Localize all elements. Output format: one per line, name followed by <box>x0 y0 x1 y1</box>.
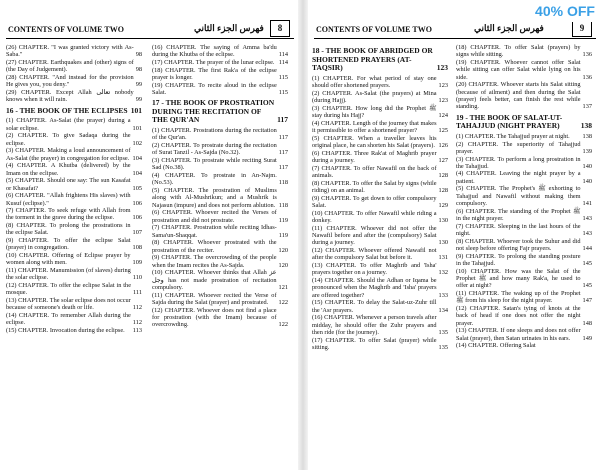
entry-text: (2) CHAPTER. The superiority of Tahajjud prayer. <box>456 140 581 155</box>
entry-text: (9) CHAPTER. To offer the eclipse Salat (prayer) in congregation. <box>6 237 131 252</box>
toc-entry <box>6 59 142 74</box>
section-heading <box>456 114 592 131</box>
toc-entry <box>152 44 288 59</box>
toc-entry <box>456 141 592 156</box>
page-ref: 147 <box>582 297 592 305</box>
discount-banner[interactable]: 40% OFF <box>530 0 600 22</box>
entry-text: (9) CHAPTER. The overcrowding of the people when the Imam recites the As-Sajda. <box>152 254 277 269</box>
page-ref: 118 <box>278 179 288 187</box>
toc-entry <box>6 312 142 327</box>
entry-text: (20) CHAPTER. Whoever starts his Salat sitting (because of ailment) and then during the Salat (prayer) feels better, can finish the rest while standing. <box>456 81 581 111</box>
entry-text: (6) CHAPTER. Three Rak'at of Maghrib prayer during a journey. <box>312 149 437 165</box>
toc-entry <box>456 156 592 171</box>
entry-text: (12) CHAPTER. Satan's tying of knots at the back of head if one does not offer the night prayer. <box>456 305 581 327</box>
page-ref: 119 <box>278 216 288 224</box>
toc-entry <box>6 44 142 59</box>
entry-text: (12) CHAPTER. Whoever offered Nawafil not after the compulsory Salat but before it. <box>312 246 437 262</box>
entry-text: (19) CHAPTER. Whoever cannot offer Salat while sitting can offer Salat while lying on his side. <box>456 58 581 81</box>
page-ref: 128 <box>438 172 448 180</box>
page-ref: 136 <box>582 51 592 59</box>
toc-entry <box>152 209 288 224</box>
toc-entry <box>312 165 448 180</box>
entry-text: (6) CHAPTER. The standing of the Prophet ﷺ in the night prayer. <box>456 207 581 223</box>
page-ref: 132 <box>438 269 448 277</box>
entry-text: (8) CHAPTER. To prolong the prostrations in the eclipse Salat. <box>6 222 131 237</box>
left-page-header <box>6 24 294 39</box>
toc-entry <box>312 120 448 135</box>
entry-text: (2) CHAPTER. As-Salat (the prayers) at Mina (during Hajj). <box>312 89 437 105</box>
page-ref: 139 <box>582 147 592 155</box>
page-ref: 113 <box>132 327 142 335</box>
entry-text: (7) CHAPTER. To offer Nawafil on the back of animals. <box>312 164 437 180</box>
page-ref: 110 <box>132 274 142 282</box>
toc-entry <box>456 208 592 223</box>
book-gutter <box>298 0 308 470</box>
right-page-header <box>314 24 596 39</box>
page-ref: 129 <box>438 202 448 209</box>
page-ref: 144 <box>582 245 592 253</box>
page-ref: 105 <box>132 184 142 192</box>
page-ref: 135 <box>438 328 448 336</box>
page-ref: 112 <box>132 304 142 312</box>
toc-entry <box>6 177 142 192</box>
entry-text: (15) CHAPTER. Invocation during the eclipse. <box>6 327 125 335</box>
toc-entry <box>312 314 448 336</box>
toc-entry <box>152 239 288 254</box>
entry-text: (27) CHAPTER. Earthquakes and (other) signs of (the Day of Judgement). <box>6 58 134 74</box>
entry-text: (4) CHAPTER. A Khutba (delivered) by the Imam on the eclipse. <box>6 162 131 177</box>
entry-text: (11) CHAPTER. Whoever recited the Verse of Sajda during the Salat (prayer) and prostrated. <box>152 291 277 306</box>
left-column-1 <box>6 44 142 335</box>
entry-text: (7) CHAPTER. Prostration while reciting Idhas-Sama'un-Shaqqat. <box>152 224 277 239</box>
page-ref: 122 <box>278 298 288 306</box>
toc-entry <box>312 75 448 90</box>
toc-entry <box>152 254 288 269</box>
toc-entry <box>6 207 142 222</box>
page-ref: 135 <box>438 343 448 351</box>
toc-entry <box>312 277 448 299</box>
toc-entry <box>456 59 592 81</box>
toc-entry <box>6 74 142 89</box>
page-ref: 133 <box>438 291 448 299</box>
right-header-title: CONTENTS OF VOLUME TWO <box>316 25 432 34</box>
page-ref: 101 <box>132 124 142 132</box>
toc-entry <box>6 267 142 282</box>
section-title: 16 - THE BOOK OF THE ECLIPSES <box>6 105 128 115</box>
toc-entry <box>456 170 592 185</box>
page-ref: 125 <box>438 127 448 135</box>
page-ref: 120 <box>278 261 288 269</box>
page-ref: 149 <box>582 334 592 342</box>
entry-text: (18) CHAPTER. To offer Salat (prayers) by signs while sitting. <box>456 44 581 59</box>
left-page-number: 8 <box>270 20 290 37</box>
page-ref: 141 <box>582 200 592 208</box>
toc-entry <box>456 223 592 238</box>
toc-entry <box>312 262 448 277</box>
toc-entry <box>456 238 592 253</box>
page-ref: 128 <box>438 187 448 195</box>
page-ref: 134 <box>438 306 448 314</box>
entry-text: (13) CHAPTER. The solar eclipse does not occur because of someone's death or life. <box>6 297 131 312</box>
page-ref: 123 <box>436 63 448 73</box>
page-ref: 106 <box>132 199 142 207</box>
page-ref: 104 <box>132 154 142 162</box>
toc-entry <box>6 297 142 312</box>
toc-entry <box>6 147 142 162</box>
entry-text: (9) CHAPTER. To prolong the standing posture in the Tahajjud. <box>456 252 581 268</box>
page-ref: 124 <box>438 112 448 120</box>
entry-text: (1) CHAPTER. The Tahajjud prayer at night. <box>456 132 570 140</box>
entry-text: (28) CHAPTER. "And instead for the provision He gives you, you deny." <box>6 73 134 89</box>
toc-entry <box>312 105 448 120</box>
toc-entry <box>152 142 288 157</box>
toc-entry <box>312 299 448 314</box>
page-ref: 102 <box>132 139 142 147</box>
toc-entry <box>152 307 288 329</box>
section-heading <box>312 47 448 73</box>
entry-text: (10) CHAPTER. Offering of Eclipse prayer by women along with men. <box>6 252 131 267</box>
page-ref: 127 <box>438 157 448 165</box>
entry-text: (14) CHAPTER. To remember Allah during the eclipse. <box>6 312 131 327</box>
page-ref: 101 <box>130 105 142 115</box>
entry-text: (19) CHAPTER. To recite aloud in the eclipse Salat. <box>152 81 277 96</box>
toc-entry <box>6 222 142 237</box>
page-ref: 130 <box>438 239 448 247</box>
right-page <box>308 0 600 470</box>
toc-entry <box>456 44 592 59</box>
toc-entry <box>456 290 592 305</box>
page-ref: 121 <box>278 283 288 291</box>
page-ref: 130 <box>438 216 448 224</box>
toc-entry <box>6 89 142 104</box>
page-ref: 117 <box>278 164 288 172</box>
section-title: 19 - THE BOOK OF SALAT-UT-TAHAJJUD (NIGHT PRAYER) <box>456 112 563 131</box>
toc-entry <box>312 135 448 150</box>
toc-entry <box>152 269 288 291</box>
page-ref: 131 <box>438 254 448 262</box>
page-ref: 123 <box>438 82 448 90</box>
entry-text: (16) CHAPTER. Whenever a person travels after midday, he should offer the Zuhr prayers and then ride (for the journey). <box>312 314 437 336</box>
page-ref: 114 <box>278 51 288 59</box>
entry-text: (3) CHAPTER. Making a loud announcement of As-Salat (the prayer) in congregation for eclipse. <box>6 147 131 162</box>
entry-text: (8) CHAPTER. To offer the Salat by signs (while riding) on an animal. <box>312 179 437 195</box>
entry-text: (9) CHAPTER. To get down to offer compulsory Salat. <box>312 194 437 209</box>
section-title: 17 - THE BOOK OF PROSTRATION DURING THE RECITATION OF THE QUR'AN <box>152 98 275 125</box>
entry-text: (6) CHAPTER. Whoever recited the Verses of prostration and did not prostrate. <box>152 209 277 224</box>
page-ref: 140 <box>582 162 592 170</box>
page-ref: 117 <box>277 115 288 125</box>
page-ref: 111 <box>133 289 142 297</box>
entry-text: (26) CHAPTER. "I was granted victory with As-Saba." <box>6 44 134 59</box>
page-ref: 107 <box>132 229 142 237</box>
entry-text: (5) CHAPTER. When a traveller leaves his original place, he can shorten his Salat (prayers). <box>312 134 437 150</box>
entry-text: (1) CHAPTER. As-Salat (the prayer) during a solar eclipse. <box>6 117 131 132</box>
entry-text: (16) CHAPTER. The saying of Amma ba'du during the Khutba of the eclipse. <box>152 44 277 59</box>
toc-entry <box>312 247 448 262</box>
toc-entry <box>312 90 448 105</box>
toc-entry <box>312 180 448 195</box>
toc-entry <box>6 237 142 252</box>
toc-entry <box>312 150 448 165</box>
left-header-arabic: فهرس الجزء الثاني <box>194 23 264 33</box>
toc-entry <box>456 253 592 268</box>
page-ref: 126 <box>438 142 448 150</box>
entry-text: (3) CHAPTER. To perform a long prostration in the Tahajjud. <box>456 155 581 170</box>
right-column-2 <box>456 44 592 350</box>
page-ref: 106 <box>132 214 142 222</box>
entry-text: (1) CHAPTER. For what period of stay one should offer shortened prayers. <box>312 74 437 90</box>
entry-text: (1) CHAPTER. Prostrations during the recitation of the Qur'an. <box>152 127 277 142</box>
toc-entry <box>6 117 142 132</box>
entry-text: (11) CHAPTER. The waking up of the Prophet ﷺ from his sleep for the night prayer. <box>456 290 581 305</box>
toc-entry <box>456 133 592 140</box>
section-title: 18 - THE BOOK OF ABRIDGED OR SHORTENED PRAYERS (AT-TAQSIR) <box>312 46 433 73</box>
entry-text: (12) CHAPTER. To offer the eclipse Salat in the mosque. <box>6 282 132 297</box>
toc-entry <box>6 282 142 297</box>
page-ref: 114 <box>278 58 288 66</box>
entry-text: (11) CHAPTER. Manumission (of slaves) during the solar eclipse. <box>6 267 131 282</box>
right-page-number: 9 <box>572 20 592 37</box>
page-ref: 143 <box>582 230 592 238</box>
page-ref: 112 <box>132 319 142 327</box>
entry-text: (3) CHAPTER. To prostrate while reciting Surat Sad (No.38). <box>152 157 277 172</box>
right-header-arabic: فهرس الجزء الثاني <box>474 23 544 33</box>
toc-entry <box>312 225 448 247</box>
toc-entry <box>6 327 142 334</box>
entry-text: (4) CHAPTER. Leaving the night prayer by a patient. <box>456 170 581 185</box>
page-ref: 140 <box>582 177 592 185</box>
page-ref: 109 <box>132 259 142 267</box>
page-ref: 122 <box>278 321 288 329</box>
toc-entry <box>152 292 288 307</box>
entry-text: (14) CHAPTER. Offering Salat <box>456 342 536 350</box>
toc-entry <box>456 342 592 349</box>
entry-text: (17) CHAPTER. The prayer of the lunar eclipse. <box>152 58 275 66</box>
entry-text: (8) CHAPTER. Whoever took the Suhur and did not sleep before offering Fajr prayers. <box>456 237 581 253</box>
entry-text: (7) CHAPTER. Sleeping in the last hours of the night. <box>456 222 581 238</box>
toc-entry <box>6 132 142 147</box>
entry-text: (7) CHAPTER. To seek refuge with Allah from the torment in the grave during the eclipse. <box>6 207 131 222</box>
entry-text: (4) CHAPTER. To prostrate in An-Najm. (No.53). <box>152 172 277 187</box>
toc-entry <box>152 82 288 97</box>
entry-text: (17) CHAPTER. To offer Salat (prayer) while sitting. <box>312 336 437 351</box>
entry-text: (13) CHAPTER. If one sleeps and does not offer Salat (prayer), then Satan urinates in his ears. <box>456 327 581 342</box>
page-ref: 117 <box>278 134 288 142</box>
entry-text: (14) CHAPTER. Should the Adhan or Iqama be pronounced when the Maghrib and 'Isha' prayers are offered together? <box>312 276 437 299</box>
page-ref: 137 <box>582 103 592 111</box>
toc-entry <box>312 337 448 352</box>
page-ref: 119 <box>278 231 288 239</box>
entry-text: (18) CHAPTER. The first Rak'a of the eclipse prayer is longer. <box>152 66 277 81</box>
entry-text: (6) CHAPTER. "Allah frightens His slaves) with Kusuf (eclipse)." <box>6 192 131 207</box>
page-ref: 115 <box>278 73 288 81</box>
page-ref: 136 <box>582 73 592 81</box>
page-ref: 120 <box>278 246 288 254</box>
page-ref: 108 <box>132 244 142 252</box>
page-ref: 148 <box>582 319 592 327</box>
entry-text: (11) CHAPTER. Whoever did not offer the Nawafil before and after the (compulsory) Salat during a journey. <box>312 224 437 247</box>
page-ref: 145 <box>582 282 592 290</box>
page-ref: 123 <box>438 97 448 105</box>
toc-entry <box>456 305 592 327</box>
left-column-2 <box>152 44 288 329</box>
toc-entry <box>456 81 592 110</box>
toc-entry <box>6 252 142 267</box>
toc-entry <box>152 127 288 142</box>
page-ref: 104 <box>132 169 142 177</box>
entry-text: (3) CHAPTER. How long did the Prophet ﷺ stay during his Hajj? <box>312 104 437 120</box>
entry-text: (2) CHAPTER. To prostrate during the recitation of Surat Tanzil - As-Sajda (No.32). <box>152 142 277 157</box>
toc-entry <box>152 172 288 187</box>
entry-text: (4) CHAPTER. Length of the journey that makes it permissible to offer a shortened prayer? <box>312 119 437 135</box>
entry-text: (10) CHAPTER. How was the Salat of the Prophet ﷺ and how many Rak'a, he used to offer at night? <box>456 267 581 290</box>
page-ref: 118 <box>278 201 288 209</box>
page-ref: 138 <box>582 132 592 140</box>
entry-text: (2) CHAPTER. To give Sadaqa during the eclipse. <box>6 132 131 147</box>
entry-text: (13) CHAPTER. To offer Maghrib and 'Isha' prayers together on a journey. <box>312 261 437 277</box>
entry-text: (10) CHAPTER. To offer Nawafil while riding a donkey. <box>312 209 437 224</box>
toc-entry <box>152 59 288 66</box>
page-ref: 145 <box>582 260 592 268</box>
entry-text: (5) CHAPTER. Should one say: The sun Kasafat or Khasafat? <box>6 177 131 192</box>
entry-text: (5) CHAPTER. The prostration of Muslims along with Al-Mushrikun; and a Mushrik is Najasun (impure) and does not perform ablution. <box>152 187 277 209</box>
page-ref: 99 <box>135 81 142 89</box>
toc-entry <box>6 192 142 207</box>
page-ref: 98 <box>135 66 142 74</box>
entry-text: (8) CHAPTER. Whoever prostrated with the prostration of the reciter. <box>152 239 277 254</box>
entry-text: (5) CHAPTER. The Prophet's ﷺ exhorting to Tahajjud and Nawafil without making them compulsory. <box>456 185 581 208</box>
toc-entry <box>152 187 288 209</box>
page-ref: 143 <box>582 215 592 223</box>
page-ref: 117 <box>278 149 288 157</box>
left-page <box>0 0 298 470</box>
entry-text: (15) CHAPTER. To delay the Salat-uz-Zuhr till the 'Asr prayers. <box>312 299 437 314</box>
entry-text: (10) CHAPTER. Whoever thinks that Allah عز وجل has not made prostration of recitation compulsory. <box>152 269 277 291</box>
toc-entry <box>152 157 288 172</box>
page-ref: 138 <box>580 121 592 131</box>
page-ref: 99 <box>135 96 142 104</box>
section-heading <box>6 107 142 116</box>
toc-entry <box>456 185 592 207</box>
toc-entry <box>312 210 448 225</box>
toc-entry <box>6 162 142 177</box>
page-ref: 98 <box>135 51 142 59</box>
toc-entry <box>312 195 448 210</box>
left-header-title: CONTENTS OF VOLUME TWO <box>8 25 124 34</box>
toc-entry <box>456 327 592 342</box>
entry-text: (12) CHAPTER. Whoever does not find a place for prostration (with the Imam) because of overcrowding. <box>152 306 277 329</box>
toc-entry <box>152 224 288 239</box>
toc-entry <box>152 67 288 82</box>
entry-text: (29) CHAPTER. Except Allah تعالى nobody knows when it will rain. <box>6 88 134 104</box>
toc-entry <box>456 268 592 290</box>
page-ref: 115 <box>278 88 288 96</box>
section-heading <box>152 99 288 125</box>
right-column-1 <box>312 44 448 352</box>
